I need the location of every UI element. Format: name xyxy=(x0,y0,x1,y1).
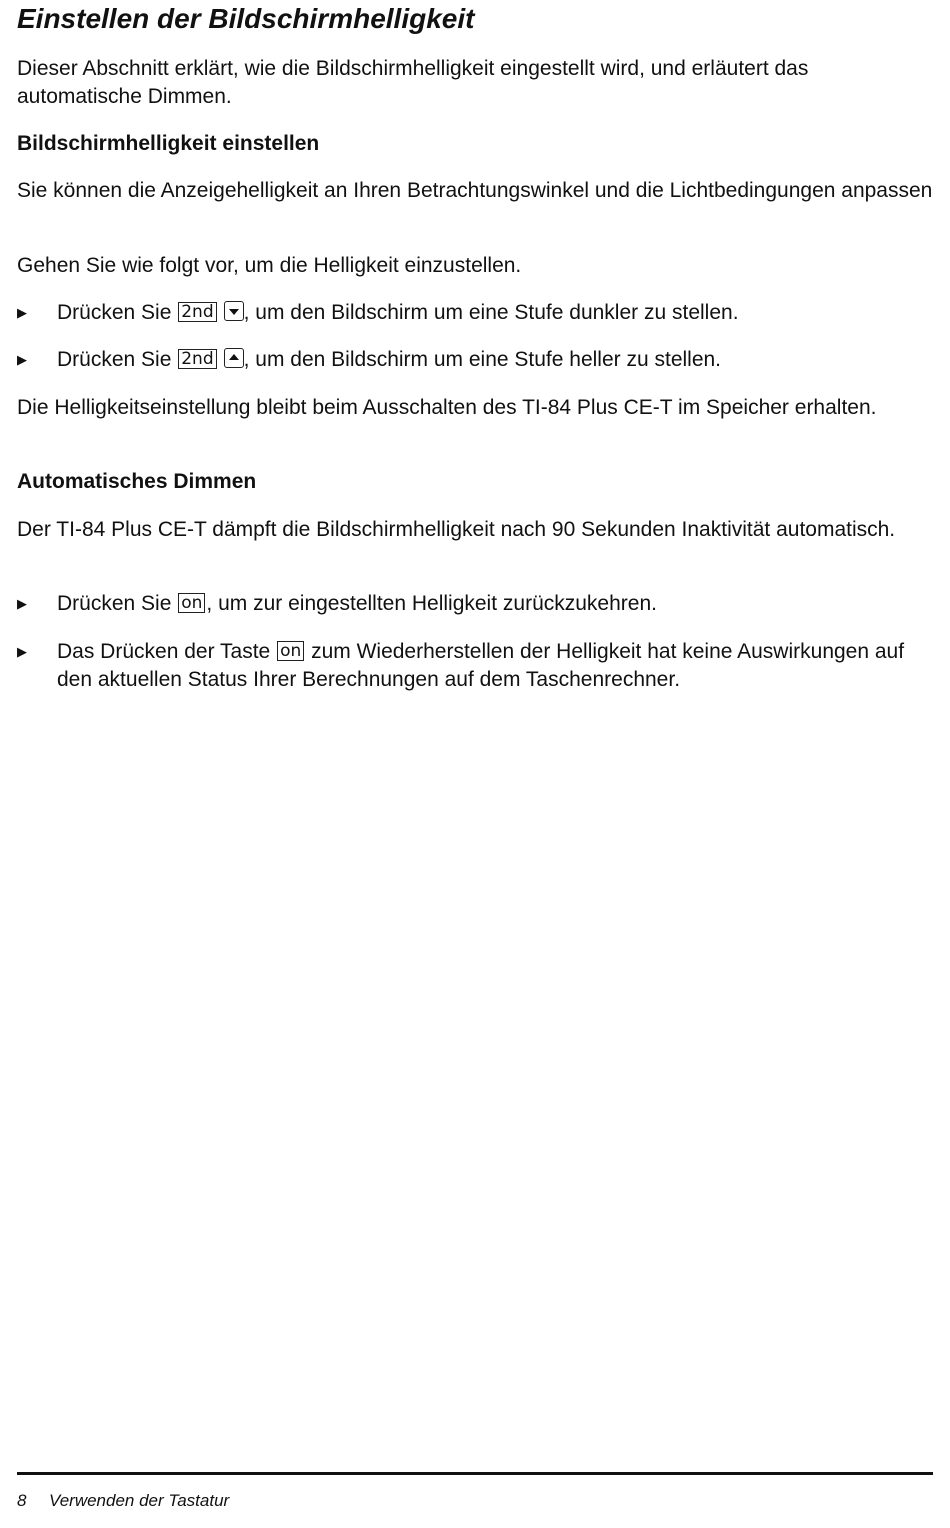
bullet-suffix: zum Wiederherstellen der Helligkeit hat keine Auswirkungen auf den aktuellen Status Ihrer Berechnungen auf dem Taschenrechner. xyxy=(57,640,905,691)
page-number: 8 xyxy=(17,1491,27,1510)
bullet-suffix: , um zur eingestellten Helligkeit zurückzukehren. xyxy=(206,592,657,615)
brightness-paragraph: Sie können die Anzeigehelligkeit an Ihren Betrachtungswinkel und die Lichtbedingungen anpassen xyxy=(17,179,933,202)
bullet-triangle-icon: ▶ xyxy=(17,352,27,367)
bullet-suffix: , um den Bildschirm um eine Stufe heller zu stellen. xyxy=(243,348,722,371)
bullet-prefix: Drücken Sie xyxy=(57,301,172,324)
2nd-key-icon: 2nd xyxy=(178,349,216,369)
on-key-icon: on xyxy=(178,593,205,613)
page-footer xyxy=(17,1490,229,1512)
on-key-icon: on xyxy=(277,641,304,661)
arrow-down-key-icon xyxy=(224,301,244,321)
section-heading-brightness: Bildschirmhelligkeit einstellen xyxy=(17,132,320,155)
chapter-title: Verwenden der Tastatur xyxy=(49,1491,230,1510)
memory-paragraph: Die Helligkeitseinstellung bleibt beim Ausschalten des TI-84 Plus CE-T im Speicher erhalten. xyxy=(17,396,877,419)
bullet-prefix: Drücken Sie xyxy=(57,592,172,615)
page-title: Einstellen der Bildschirmhelligkeit xyxy=(17,3,475,34)
list-item-brighter xyxy=(17,346,933,374)
bullet-prefix: Drücken Sie xyxy=(57,348,172,371)
bullet-prefix: Das Drücken der Taste xyxy=(57,640,271,663)
bullet-triangle-icon: ▶ xyxy=(17,596,27,611)
section-heading-auto-dim: Automatisches Dimmen xyxy=(17,470,257,493)
bullet-suffix: , um den Bildschirm um eine Stufe dunkler zu stellen. xyxy=(243,301,739,324)
arrow-up-key-icon xyxy=(224,348,244,368)
bullet-triangle-icon: ▶ xyxy=(17,305,27,320)
list-item-darker xyxy=(17,299,933,327)
intro-paragraph: Dieser Abschnitt erklärt, wie die Bildschirmhelligkeit eingestellt wird, und erläutert das automatische Dimmen. xyxy=(17,57,809,108)
footer-divider xyxy=(17,1472,933,1475)
list-item-restore xyxy=(17,590,933,618)
auto-dim-paragraph: Der TI-84 Plus CE-T dämpft die Bildschirmhelligkeit nach 90 Sekunden Inaktivität automatisch. xyxy=(17,518,896,541)
2nd-key-icon: 2nd xyxy=(178,302,216,322)
bullet-triangle-icon: ▶ xyxy=(17,644,27,659)
instructions-paragraph: Gehen Sie wie folgt vor, um die Helligkeit einzustellen. xyxy=(17,254,522,277)
list-item-no-effect xyxy=(17,638,933,694)
